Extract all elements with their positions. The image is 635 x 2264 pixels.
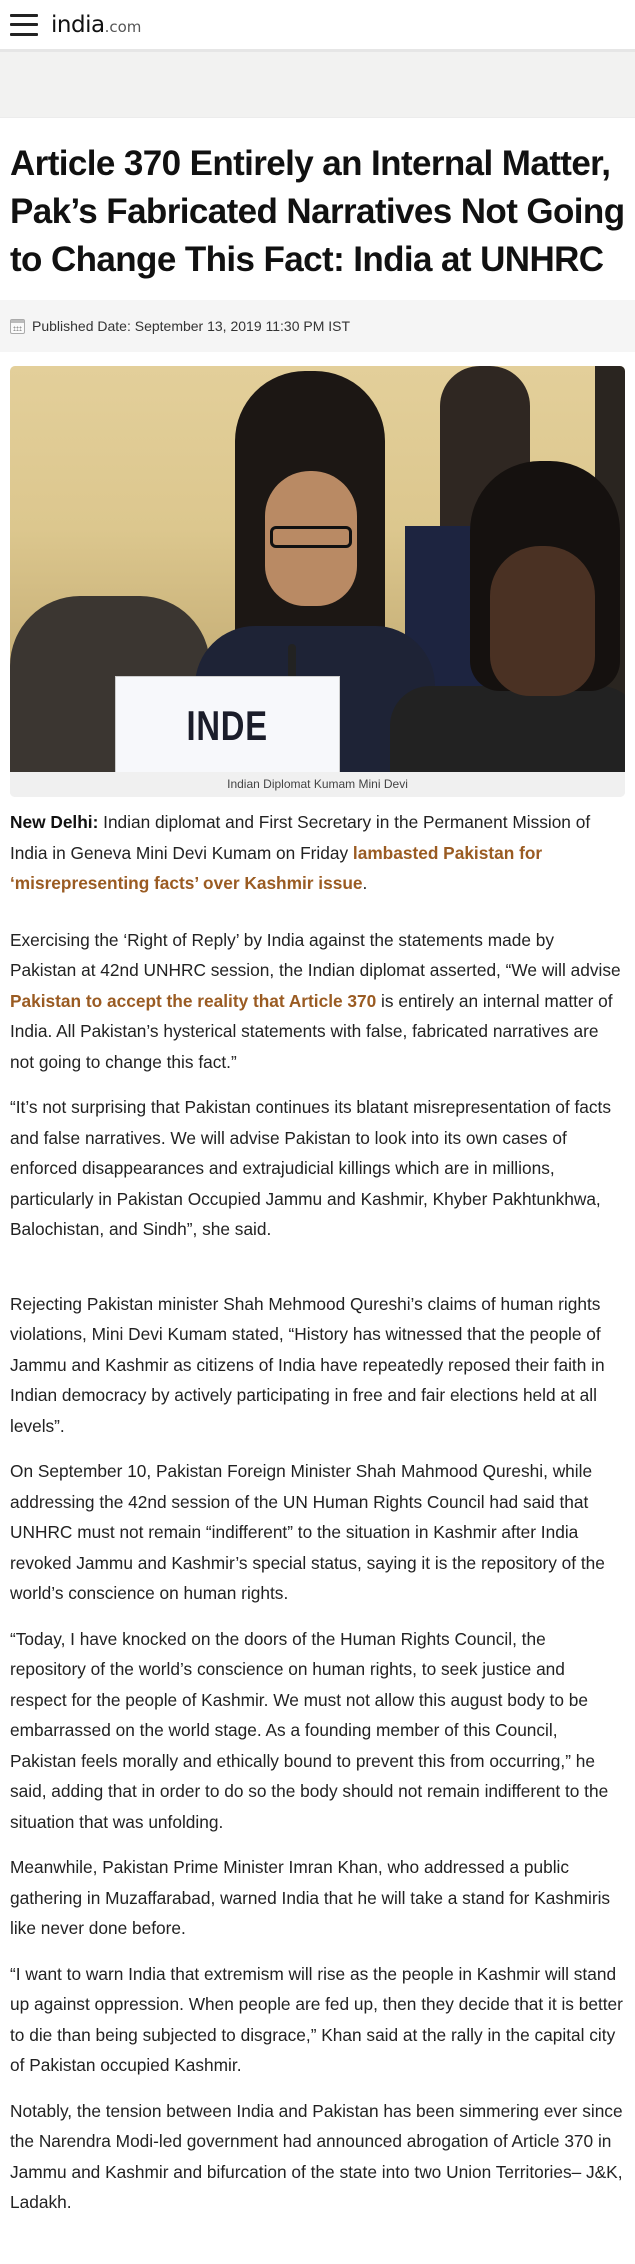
article-body — [0, 807, 635, 2218]
article-headline: Article 370 Entirely an Internal Matter, Pak’s Fabricated Narratives Not Going to Change This Fact: India at UNHRC — [10, 144, 625, 279]
hamburger-menu-icon[interactable] — [10, 14, 38, 36]
logo-brand: india — [51, 11, 105, 38]
paragraph-7: Meanwhile, Pakistan Prime Minister Imran Khan, who addressed a public gathering in Muzaffarabad, warned India that he will take a stand for Kashmiris like never done before. — [10, 1857, 611, 1938]
article-photo — [10, 366, 625, 772]
link-lambasted-pakistan[interactable]: lambasted Pakistan for ‘misrepresenting facts’ over Kashmir issue — [10, 842, 543, 893]
logo-tld: .com — [104, 17, 142, 36]
paragraph-2: Exercising the ‘Right of Reply’ by India against the statements made by Pakistan at 42nd UNHRC session, the Indian diplomat asserted, “We will advise Pakistan to accept the reality that Article 370 is entirely an internal matter of India. All Pakistan’s hysterical statements with false, fabricated narratives are not going to change this fact.” — [10, 929, 621, 1072]
paragraph-8: “I want to warn India that extremism will rise as the people in Kashmir will stand up against oppression. When people are fed up, then they decide that it is better to die than being subjected to disgrace,” Khan said at the rally in the capital city of Pakistan occupied Kashmir. — [10, 1963, 623, 2075]
paragraph-3: “It’s not surprising that Pakistan continues its blatant misrepresentation of facts and false narratives. We will advise Pakistan to look into its own cases of enforced disappearances and extrajudicial killings which are in millions, particularly in Pakistan Occupied Jammu and Kashmir, Khyber Pakhtunkhwa, Balochistan, and Sindh”, she said. — [10, 1097, 611, 1239]
image-caption: Indian Diplomat Kumam Mini Devi — [10, 772, 625, 797]
paragraph-1: New Delhi: Indian diplomat and First Secretary in the Permanent Mission of India in Geneva Mini Devi Kumam on Friday lambasted Pakistan for ‘misrepresenting facts’ over Kashmir issue. — [10, 812, 591, 893]
published-date-bar — [0, 300, 635, 352]
published-date: Published Date: September 13, 2019 11:30 PM IST — [32, 318, 351, 334]
paragraph-9: Notably, the tension between India and Pakistan has been simmering ever since the Narendra Modi-led government had announced abrogation of Article 370 in Jammu and Kashmir and bifurcation of the state into two Union Territories– J&K, Ladakh. — [10, 2100, 623, 2212]
paragraph-6: “Today, I have knocked on the doors of the Human Rights Council, the repository of the world’s conscience on human rights, to seek justice and respect for the people of Kashmir. We must not allow this august body to be embarrassed on the world stage. As a founding member of this Council, Pakistan feels morally and ethically bound to prevent this from occurring,” he said, adding that in order to do so the body should not remain indifferent to the situation that was unfolding. — [10, 1628, 609, 1832]
link-article-370[interactable]: Pakistan to accept the reality that Article 370 — [10, 990, 377, 1011]
nameplate — [115, 676, 340, 772]
calendar-icon — [10, 319, 25, 334]
ad-placeholder — [0, 52, 635, 118]
top-navigation-bar — [0, 0, 635, 52]
dateline-location: New Delhi: — [10, 812, 99, 832]
paragraph-5: On September 10, Pakistan Foreign Minister Shah Mahmood Qureshi, while addressing the 42nd session of the UN Human Rights Council had said that UNHRC must not remain “indifferent” to the situation in Kashmir after India revoked Jammu and Kashmir’s special status, saying it is the repository of the world’s conscience on human rights. — [10, 1461, 605, 1603]
nameplate-text: INDE — [186, 702, 269, 749]
article-image-figure — [10, 366, 625, 797]
paragraph-4: Rejecting Pakistan minister Shah Mehmood Qureshi’s claims of human rights violations, Mini Devi Kumam stated, “History has witnessed that the people of Jammu and Kashmir as citizens of India have repeatedly reposed their faith in Indian democracy by actively participating in free and fair elections held at all levels”. — [10, 1293, 605, 1436]
site-logo[interactable] — [51, 12, 141, 38]
